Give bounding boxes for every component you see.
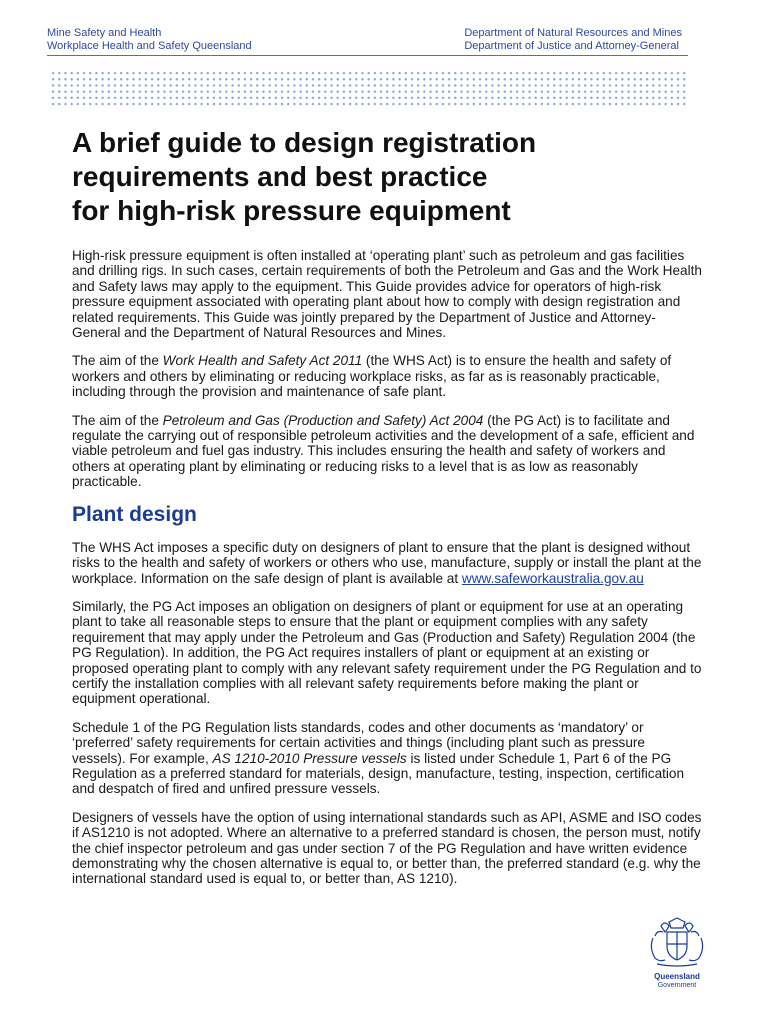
logo-queensland-text: Queensland	[654, 972, 700, 981]
header-dnrm: Department of Natural Resources and Mines	[464, 27, 682, 39]
title-line-2: requirements and best practice	[72, 161, 488, 192]
intro-paragraph-2	[72, 353, 702, 399]
section-heading-plant-design: Plant design	[72, 502, 197, 526]
plant-design-paragraph-4: Designers of vessels have the option of using international standards such as API, ASME and ISO codes if AS1210 is not adopted. Where an alternative to a preferred standard is chosen, the person must, notify the chief inspector petroleum and gas under section 7 of the PG Regulation and have written evidence demonstrating why the chosen alternative is equal to, or better than, the preferred standard (e.g. why the international standard used is equal to, or better than, AS 1210).	[72, 809, 702, 887]
intro-p2-text-b: (the WHS Act) is to ensure the health and safety of workers and others by eliminating or reducing workplace risks, as far as is reasonably practicable, including through the provision and maintenance of safe plant.	[72, 353, 672, 400]
as1210-title: AS 1210-2010 Pressure vessels	[212, 750, 407, 766]
document-title	[72, 126, 712, 228]
header-mine-safety: Mine Safety and Health	[47, 27, 162, 39]
plant-p3-text-a: Schedule 1 of the PG Regulation lists standards, codes and other documents as ‘mandatory’ or ‘preferred’ safety requirements for certain activities and things (including plant such as pressure vessels). For example,	[72, 719, 645, 766]
title-line-3: for high-risk pressure equipment	[72, 195, 511, 226]
plant-design-paragraph-2: Similarly, the PG Act imposes an obligation on designers of plant or equipment for use at an operating plant to take all reasonable steps to ensure that the plant or equipment complies with any safety requirement that may apply under the Petroleum and Gas (Production and Safety) Regulation 2004 (the PG Regulation). In addition, the PG Act requires installers of plant or equipment at an existing or proposed operating plant to comply with any relevant safety requirement under the PG Regulation and to certify the installation complies with all relevant safety requirements before making the plant or equipment operational.	[72, 598, 702, 707]
plant-design-paragraph-3	[72, 720, 702, 797]
pg-act-title: Petroleum and Gas (Production and Safety) Act 2004	[162, 412, 484, 428]
intro-p2-text-a: The aim of the	[72, 353, 163, 369]
header-left	[47, 27, 252, 53]
logo-government-text: Government	[657, 982, 697, 989]
document-body	[72, 248, 702, 900]
plant-design-paragraph-1	[72, 540, 702, 586]
safework-australia-link[interactable]: www.safeworkaustralia.gov.au	[461, 570, 644, 586]
intro-paragraph-1: High-risk pressure equipment is often installed at ‘operating plant’ such as petroleum and gas facilities and drilling rigs. In such cases, certain requirements of both the Petroleum and Gas and the Work Health and Safety laws may apply to the equipment. This Guide provides advice for operators of high-risk pressure equipment associated with operating plant about how to comply with design registration and related requirements. This Guide was jointly prepared by the Department of Justice and Attorney-General and the Department of Natural Resources and Mines.	[72, 248, 702, 341]
intro-paragraph-3	[72, 413, 702, 490]
queensland-government-logo	[645, 916, 709, 990]
header-right	[464, 27, 682, 53]
title-line-1: A brief guide to design registration	[72, 127, 537, 158]
intro-p3-text-b: (the PG Act) is to facilitate and regulate the carrying out of responsible petroleum activities and the development of a safe, efficient and viable petroleum and fuel gas industry. This includes ensuring the health and safety of workers and others at operating plant by eliminating or reducing risks to a level that is as low as reasonably practicable.	[72, 412, 695, 490]
whs-act-title: Work Health and Safety Act 2011	[162, 353, 363, 369]
plant-p1-text: The WHS Act imposes a specific duty on designers of plant to ensure that the plant is designed without risks to the health and safety of workers or others who use, manufacture, supply or install the plant at the workplace. Information on the safe design of plant is available at	[72, 539, 702, 586]
header-djag: Department of Justice and Attorney-General	[464, 40, 679, 52]
header-whsq: Workplace Health and Safety Queensland	[47, 40, 252, 52]
header-divider	[47, 55, 688, 56]
queensland-coat-of-arms-icon	[651, 918, 702, 966]
plant-p3-text-b: is listed under Schedule 1, Part 6 of the PG Regulation as a preferred standard for materials, design, manufacture, testing, inspection, certification and despatch of fired and unfired pressure vessels.	[72, 750, 685, 797]
intro-p3-text-a: The aim of the	[72, 412, 163, 428]
dot-pattern-banner	[50, 70, 688, 106]
